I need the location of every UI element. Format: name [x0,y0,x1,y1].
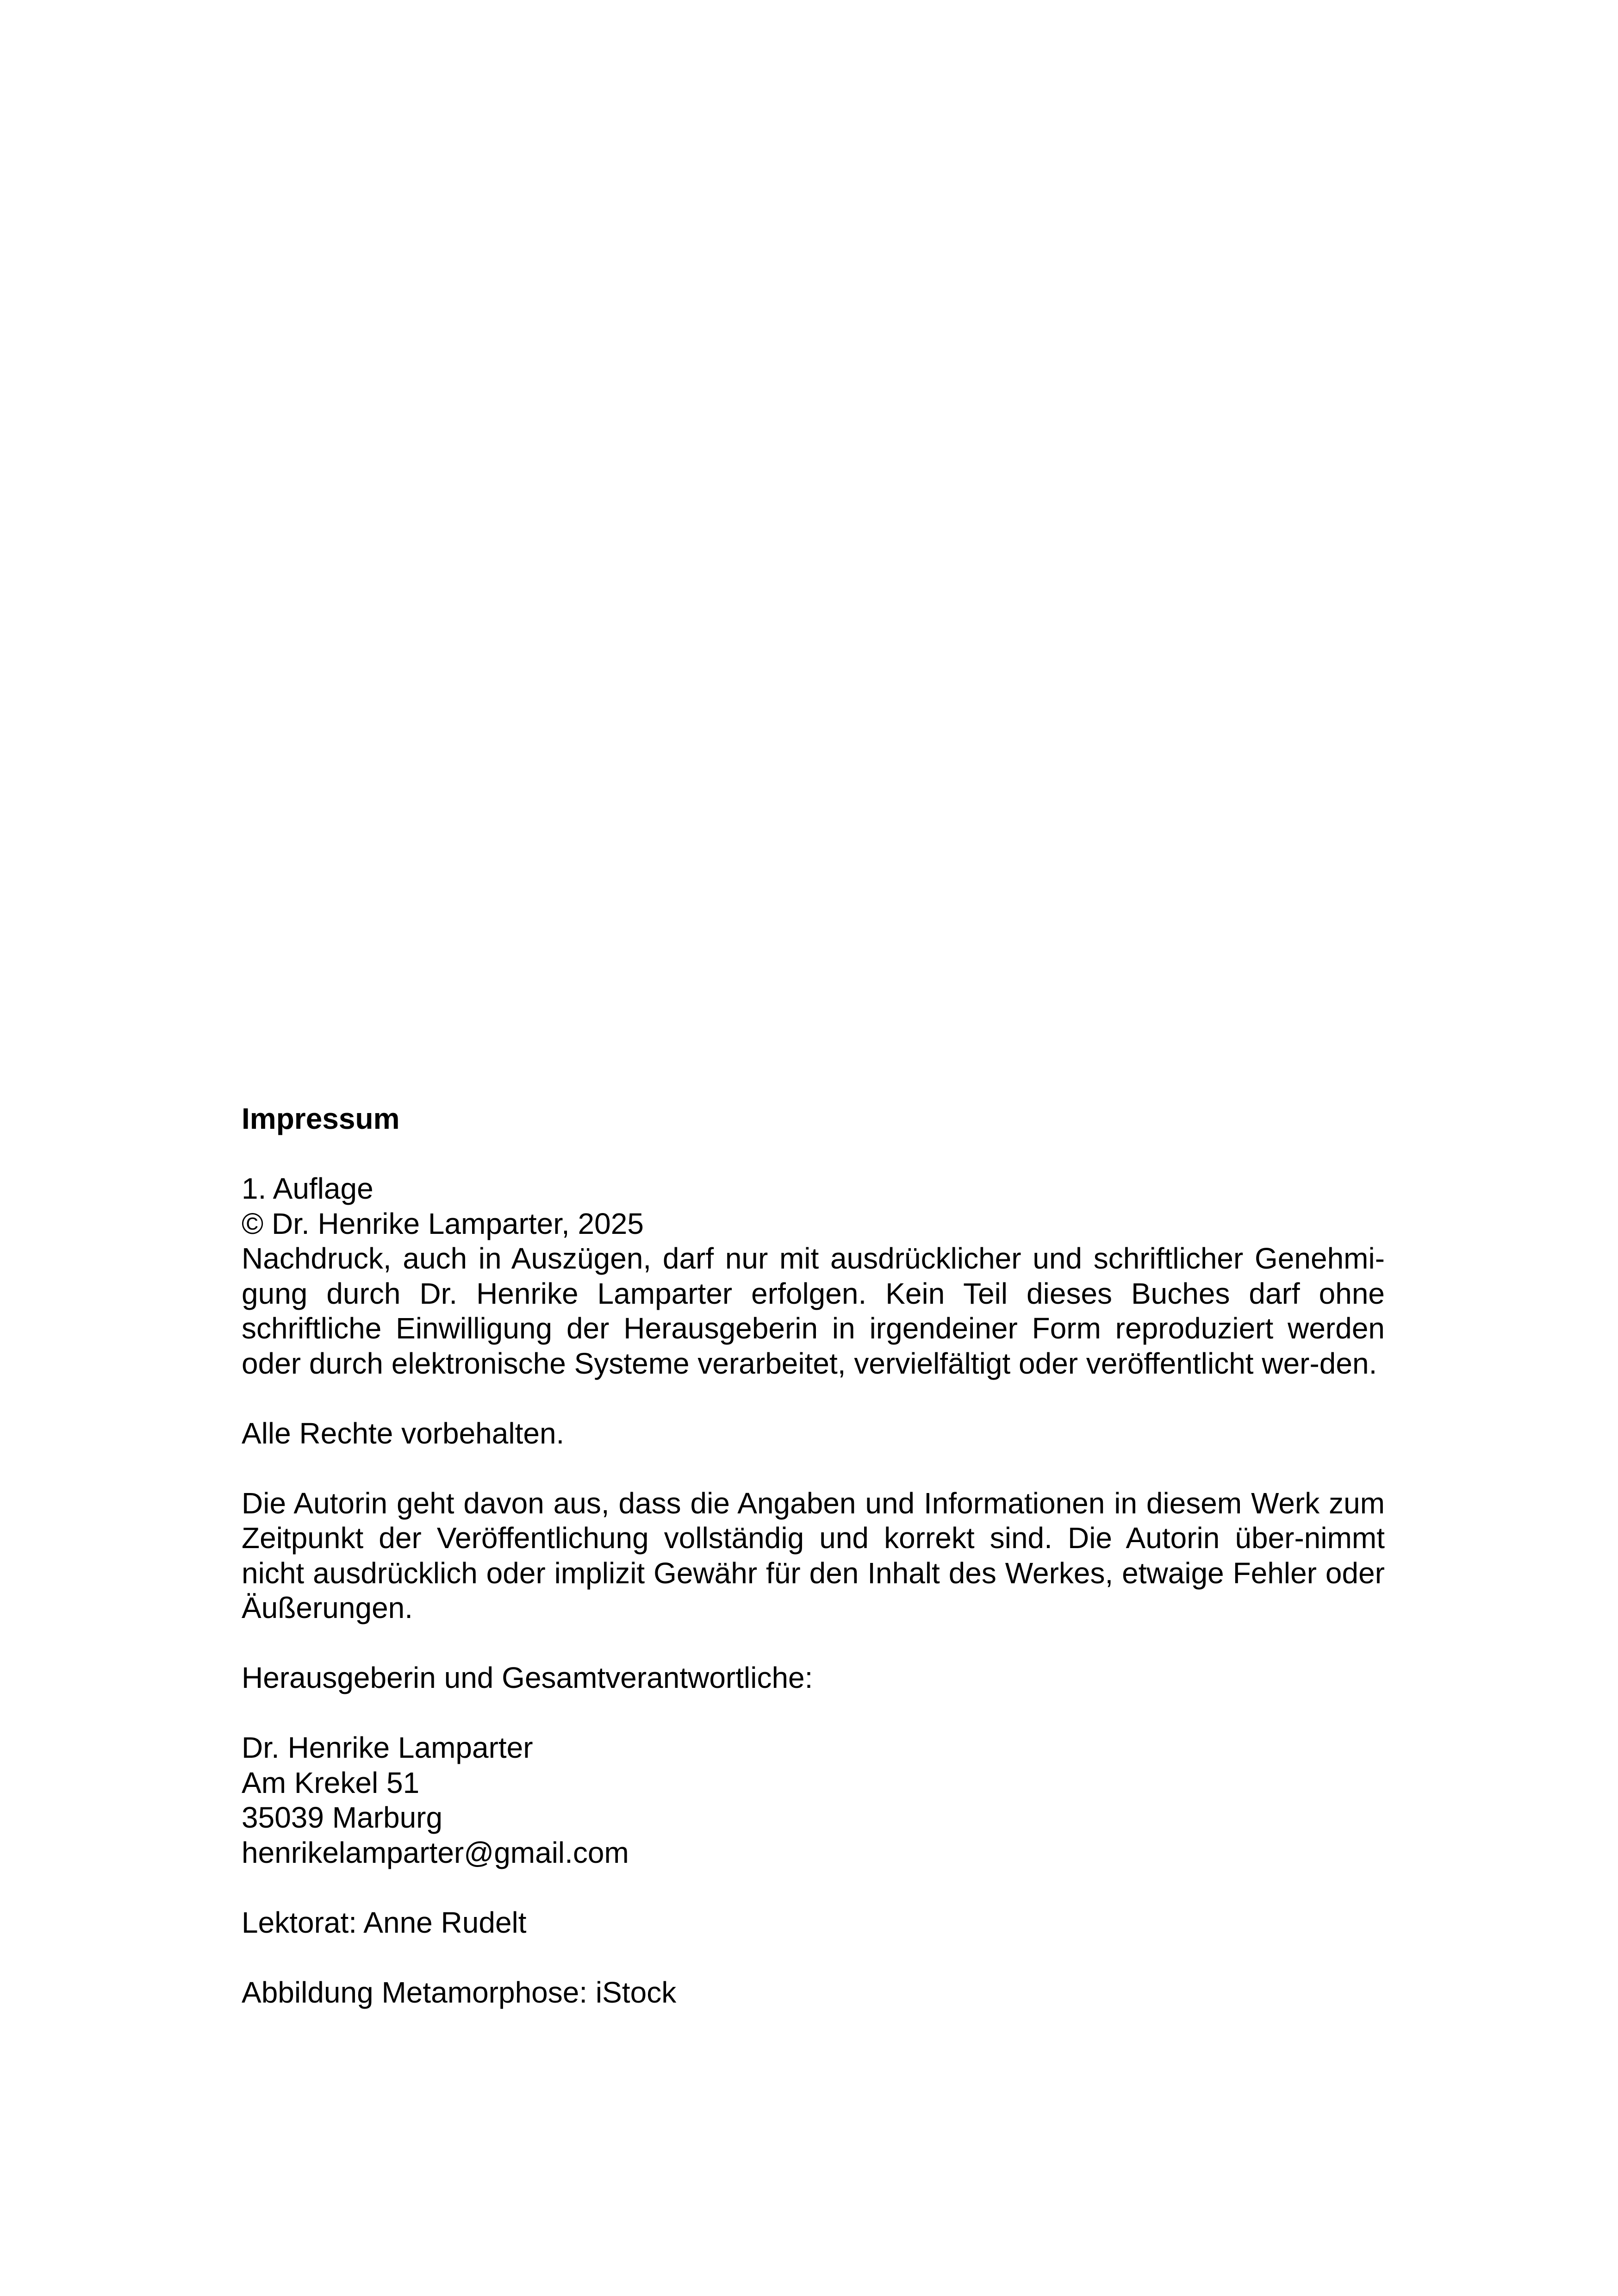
edition-line: 1. Auflage [242,1172,373,1205]
spacer [242,1870,1385,1905]
disclaimer-paragraph: Die Autorin geht davon aus, dass die Angaben und Informationen in diesem Werk zum Zeitpunkt der Veröffentlichung vollständig und korrekt sind. Die Autorin über-nimmt nicht ausdrücklich oder implizit Gewähr für den Inhalt des Werkes, etwaige Fehler oder Äußerungen. [242,1486,1385,1624]
copyright-line: © Dr. Henrike Lamparter, 2025 [242,1207,644,1240]
address-city: 35039 Marburg [242,1801,443,1834]
spacer [242,1626,1385,1661]
address-name: Dr. Henrike Lamparter [242,1731,533,1764]
impressum-section [242,1101,1385,2010]
reprint-notice: Nachdruck, auch in Auszügen, darf nur mit ausdrücklicher und schriftlicher Genehmi-gung durch Dr. Henrike Lamparter erfolgen. Kein Teil dieses Buches darf ohne schriftliche Einwilligung der Herausgeberin in irgendeiner Form reproduziert werden oder durch elektronische Systeme verarbeitet, vervielfältigt oder veröffentlicht wer-den. [242,1242,1385,1380]
image-credit: Abbildung Metamorphose: iStock [242,1975,677,2009]
spacer [242,1940,1385,1975]
spacer [242,1451,1385,1486]
impressum-heading: Impressum [242,1102,400,1135]
address-street: Am Krekel 51 [242,1766,420,1799]
editing-credit: Lektorat: Anne Rudelt [242,1905,527,1939]
spacer [242,1137,1385,1172]
address-email: henrikelamparter@gmail.com [242,1836,629,1869]
spacer [242,1696,1385,1731]
rights-line: Alle Rechte vorbehalten. [242,1416,565,1450]
publisher-label: Herausgeberin und Gesamtverantwortliche: [242,1661,813,1694]
spacer [242,1381,1385,1416]
